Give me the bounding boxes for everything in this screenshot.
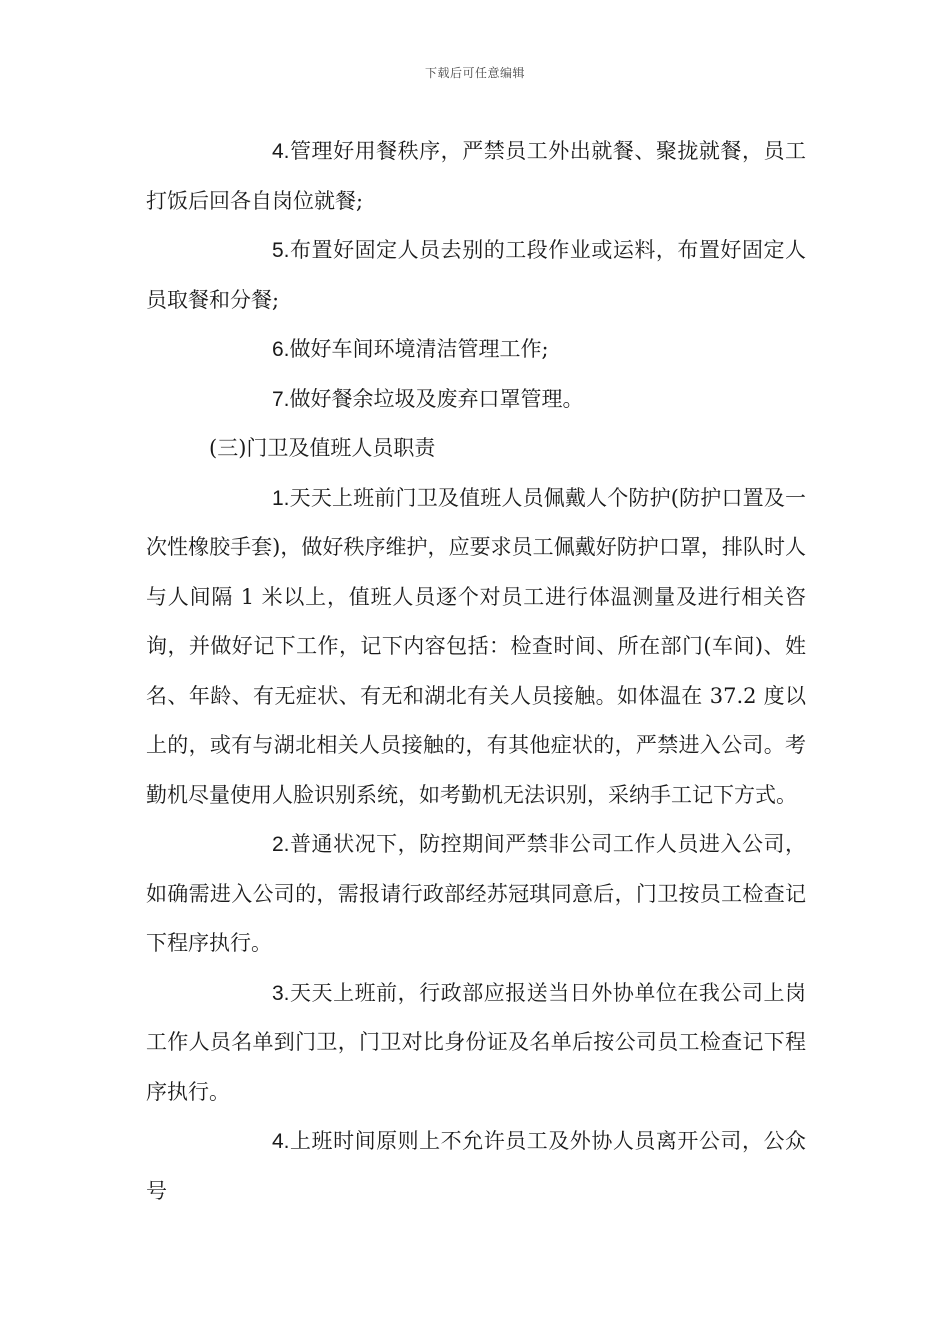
page-header: 下载后可任意编辑 <box>424 66 525 80</box>
list-item <box>146 375 806 425</box>
document-body <box>146 127 806 1216</box>
item-number: 7. <box>272 387 290 411</box>
item-text: 天天上班前，行政部应报送当日外协单位在我公司上岗工作人员名单到门卫，门卫对比身份证及名单后按公司员工检查记下程序执行。 <box>146 980 806 1104</box>
list-item <box>146 1117 806 1216</box>
item-text: 普通状况下，防控期间严禁非公司工作人员进入公司，如确需进入公司的，需报请行政部经苏冠琪同意后，门卫按员工检查记下程序执行。 <box>146 832 806 955</box>
item-text: 做好餐余垃圾及废弃口罩管理。 <box>289 386 584 411</box>
list-item <box>146 969 806 1118</box>
list-item <box>146 474 806 821</box>
item-number: 3. <box>272 981 290 1005</box>
item-text: 上班时间原则上不允许员工及外协人员离开公司，公众号 <box>146 1129 806 1203</box>
list-item <box>146 127 806 226</box>
section-heading <box>146 424 806 474</box>
list-item <box>146 820 806 969</box>
section-heading-text: (三)门卫及值班人员职责 <box>209 436 436 460</box>
list-item <box>146 325 806 375</box>
item-number: 4. <box>272 1130 290 1153</box>
item-text: 管理好用餐秩序，严禁员工外出就餐、聚拢就餐，员工打饭后回各自岗位就餐; <box>146 139 806 213</box>
item-text: 做好车间环境清洁管理工作; <box>289 337 549 361</box>
item-number: 6. <box>272 338 290 361</box>
list-item <box>146 226 806 325</box>
item-number: 4. <box>272 140 290 163</box>
item-text: 天天上班前门卫及值班人员佩戴人个防护(防护口置及一次性橡胶手套)，做好秩序维护，应要求员工佩戴好防护口罩，排队时人与人间隔 1 米以上，值班人员逐个对员工进行体温测量及进行相关咨询，并做好记下工作，记下内容包括：检查时间、所在部门(车间)、姓名、年龄、有无症状、有无和湖北有关人员接触。如体温在 37.2 度以上的，或有与湖北相关人员接触的，有其他症状的，严禁进入公司。考勤机尽量使用人脸识别系统，如考勤机无法识别，采纳手工记下方式。 <box>146 485 806 807</box>
item-number: 1. <box>272 486 290 510</box>
item-number: 5. <box>272 239 290 262</box>
item-text: 布置好固定人员去别的工段作业或运料，布置好固定人员取餐和分餐; <box>146 238 806 312</box>
item-number: 2. <box>272 833 290 856</box>
